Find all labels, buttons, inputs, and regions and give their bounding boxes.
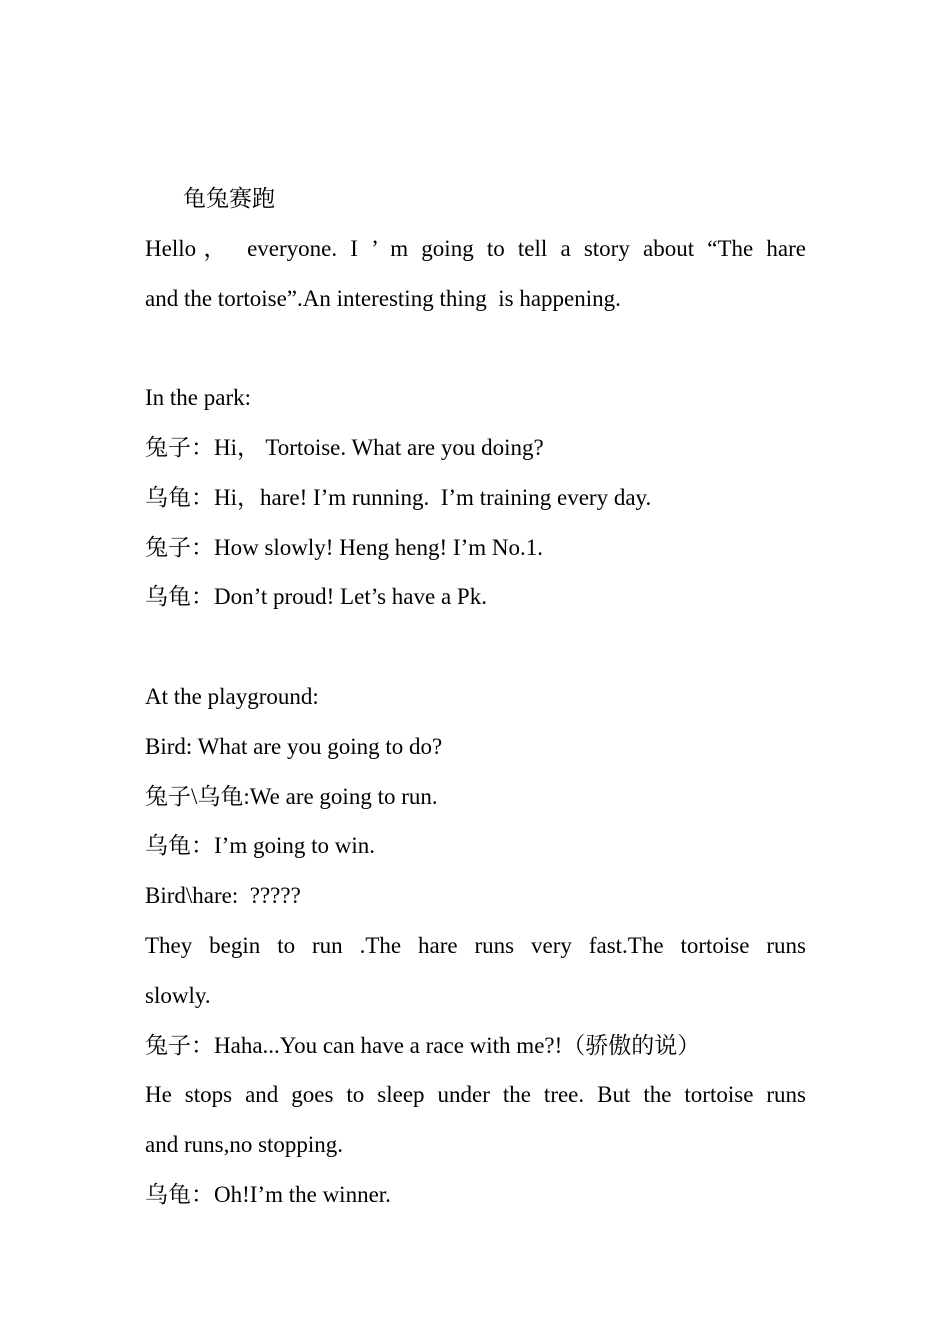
intro-line-2: and the tortoise”.An interesting thing is happening. <box>145 285 621 311</box>
blank-line <box>145 622 806 672</box>
dialogue-line: 兔子：Haha...You can have a race with me?!（骄傲的说） <box>145 1032 701 1058</box>
narration-line: He stops and goes to sleep under the tree. But the tortoise runs <box>145 1082 806 1108</box>
dialogue-line: Bird\hare: ????? <box>145 883 301 909</box>
dialogue-line: 乌龟：Oh!I’m the winner. <box>145 1181 391 1207</box>
narration-line: and runs,no stopping. <box>145 1132 344 1158</box>
document-title: 龟兔赛跑 <box>183 186 275 211</box>
dialogue-line: 兔子\乌龟:We are going to run. <box>145 783 438 809</box>
narration-line: slowly. <box>145 982 211 1008</box>
blank-line <box>145 323 806 373</box>
dialogue-line: 乌龟：Hi，hare! I’m running. I’m training every day. <box>145 484 652 510</box>
dialogue-line: 乌龟：Don’t proud! Let’s have a Pk. <box>145 584 487 610</box>
intro-line-1: Hello， everyone. I ’ m going to tell a story about “The hare <box>145 235 806 261</box>
dialogue-line: Bird: What are you going to do? <box>145 733 443 759</box>
scene-heading-park: In the park: <box>145 385 252 411</box>
document-body <box>145 174 806 1220</box>
dialogue-line: 兔子：Hi， Tortoise. What are you doing? <box>145 434 544 460</box>
scene-heading-playground: At the playground: <box>145 683 319 709</box>
dialogue-line: 乌龟：I’m going to win. <box>145 833 375 859</box>
dialogue-line: 兔子：How slowly! Heng heng! I’m No.1. <box>145 534 543 560</box>
narration-line: They begin to run .The hare runs very fast.The tortoise runs <box>145 932 806 958</box>
